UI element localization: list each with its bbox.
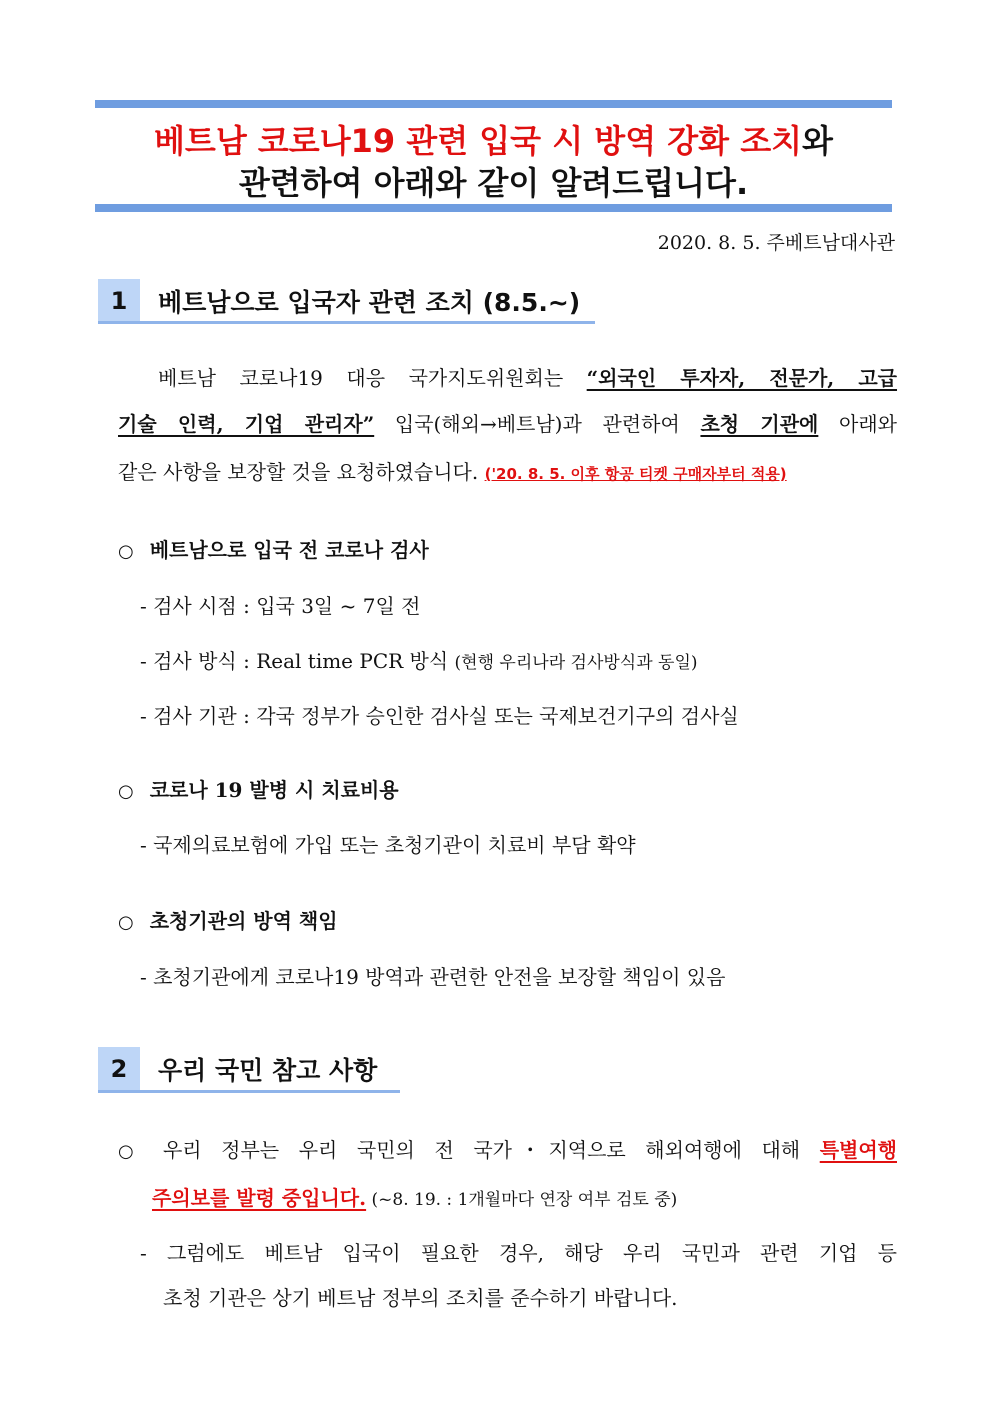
intro-text: 입국(해외→베트남)과 관련하여	[374, 412, 701, 436]
bullet-icon: ○	[118, 912, 134, 933]
compliance-line2: 초청 기관은 상기 베트남 정부의 조치를 준수하기 바랍니다.	[163, 1286, 678, 1310]
advisory-line2	[152, 1182, 677, 1211]
section1-title: 베트남으로 입국자 관련 조치 (8.5.~)	[158, 288, 581, 317]
bullet2-title	[118, 774, 399, 803]
bullet3-title	[118, 905, 338, 934]
intro-text: 같은 사항을 보장할 것을 요청하였습니다.	[118, 460, 485, 484]
title-suffix: 와	[802, 122, 833, 160]
advisory-period: (~8. 19. : 1개월마다 연장 여부 검토 중)	[366, 1190, 678, 1210]
advisory-line1	[118, 1134, 897, 1163]
bullet-icon: ○	[118, 781, 134, 802]
test-lab: - 검사 기관 : 각국 정부가 승인한 검사실 또는 국제보건기구의 검사실	[140, 704, 739, 728]
bullet1-title	[118, 534, 429, 563]
bullet3-label: 초청기관의 방역 책임	[149, 909, 338, 933]
applicability-note: ('20. 8. 5. 이후 항공 티켓 구매자부터 적용)	[484, 465, 787, 483]
page-title-line1	[95, 121, 892, 161]
page-title-line2: 관련하여 아래와 같이 알려드립니다.	[238, 164, 749, 202]
target-groups: “외국인 투자자, 전문가, 고급	[586, 366, 898, 390]
header-top-rule	[95, 100, 892, 108]
advisory-text: 우리 정부는 우리 국민의 전 국가･지역으로 해외여행에 대해	[162, 1138, 820, 1162]
section2-heading	[98, 1047, 377, 1091]
section1-underline	[98, 321, 595, 324]
test-method-text: - 검사 방식 : Real time PCR 방식	[140, 649, 449, 673]
intro-text: 아래와	[818, 412, 897, 436]
bullet2-label: 코로나 19 발병 시 치료비용	[149, 778, 399, 802]
section1-number: 1	[98, 279, 140, 323]
test-method	[140, 645, 698, 674]
title-highlight: 베트남 코로나19 관련 입국 시 방역 강화 조치	[154, 122, 803, 160]
intro-line1	[118, 362, 897, 391]
special-advisory: 특별여행	[819, 1138, 897, 1162]
section2-number: 2	[98, 1047, 140, 1091]
test-timing: - 검사 시점 : 입국 3일 ~ 7일 전	[140, 594, 421, 618]
treatment-cost: - 국제의료보험에 가입 또는 초청기관이 치료비 부담 확약	[140, 833, 636, 857]
test-method-note: (현행 우리나라 검사방식과 동일)	[454, 653, 698, 673]
special-advisory-cont: 주의보를 발령 중입니다.	[152, 1186, 367, 1210]
bullet1-label: 베트남으로 입국 전 코로나 검사	[149, 538, 429, 562]
section2-underline	[98, 1090, 400, 1093]
section1-heading	[98, 279, 580, 323]
target-groups-cont: 기술 인력, 기업 관리자”	[118, 412, 375, 436]
compliance-line1: - 그럼에도 베트남 입국이 필요한 경우, 해당 우리 국민과 관련 기업 등	[140, 1241, 897, 1265]
intro-text: 베트남 코로나19 대응 국가지도위원회는	[158, 366, 587, 390]
bullet-icon: ○	[118, 1141, 147, 1162]
intro-line2	[118, 408, 897, 437]
quarantine-responsibility: - 초청기관에게 코로나19 방역과 관련한 안전을 보장할 책임이 있음	[140, 965, 726, 989]
intro-line3	[118, 456, 897, 485]
document-date: 2020. 8. 5. 주베트남대사관	[657, 232, 895, 254]
header-bottom-rule	[95, 204, 892, 212]
bullet-icon: ○	[118, 541, 134, 562]
section2-title: 우리 국민 참고 사항	[158, 1056, 378, 1085]
inviting-agency: 초청 기관에	[700, 412, 819, 436]
